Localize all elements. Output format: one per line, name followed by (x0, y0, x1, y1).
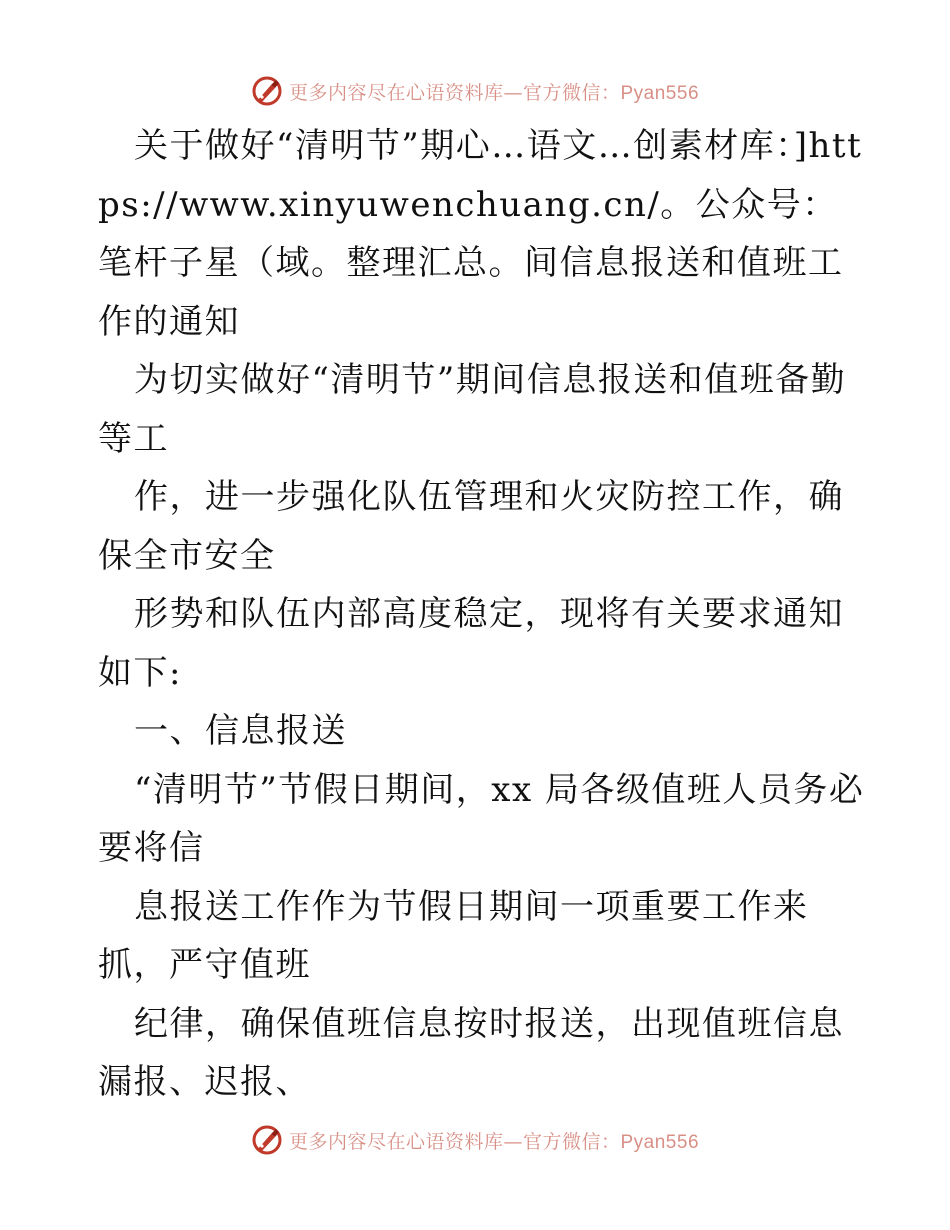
notice-title-paragraph: 关于做好“清明节”期心…语文…创素材库：]https://www.xinyuwenchuang.cn/。公众号：笔杆子星（域。整理汇总。间信息报送和值班工作的通知 (98, 126, 863, 342)
body-paragraph: 作，进一步强化队伍管理和火灾防控工作，确保全市安全 (98, 477, 844, 576)
pen-logo-icon (251, 1124, 283, 1156)
watermark-wechat-id: Pyan556 (620, 1131, 700, 1153)
body-paragraph: 形势和队伍内部高度稳定，现将有关要求通知如下: (98, 594, 844, 693)
section-heading: 一、信息报送 (134, 711, 347, 751)
body-paragraph: 息报送工作作为节假日期间一项重要工作来抓，严守值班 (98, 886, 809, 985)
watermark-cn: 更多内容尽在心语资料库—官方微信： (288, 1130, 621, 1153)
header-watermark (0, 71, 950, 111)
footer-watermark (0, 1120, 950, 1160)
watermark-wechat-id: Pyan556 (620, 82, 700, 104)
body-paragraph: “清明节”节假日期间，xx 局各级值班人员务必要将信 (98, 769, 865, 868)
body-paragraph: 纪律，确保值班信息按时报送，出现值班信息漏报、迟报、 (98, 1003, 844, 1102)
document-body (98, 117, 868, 1112)
body-paragraph: 为切实做好“清明节”期间信息报送和值班备勤等工 (98, 360, 847, 459)
pen-logo-icon (251, 75, 283, 107)
watermark-cn: 更多内容尽在心语资料库—官方微信： (288, 81, 621, 104)
watermark-text (289, 1127, 699, 1154)
watermark-text (289, 78, 699, 105)
